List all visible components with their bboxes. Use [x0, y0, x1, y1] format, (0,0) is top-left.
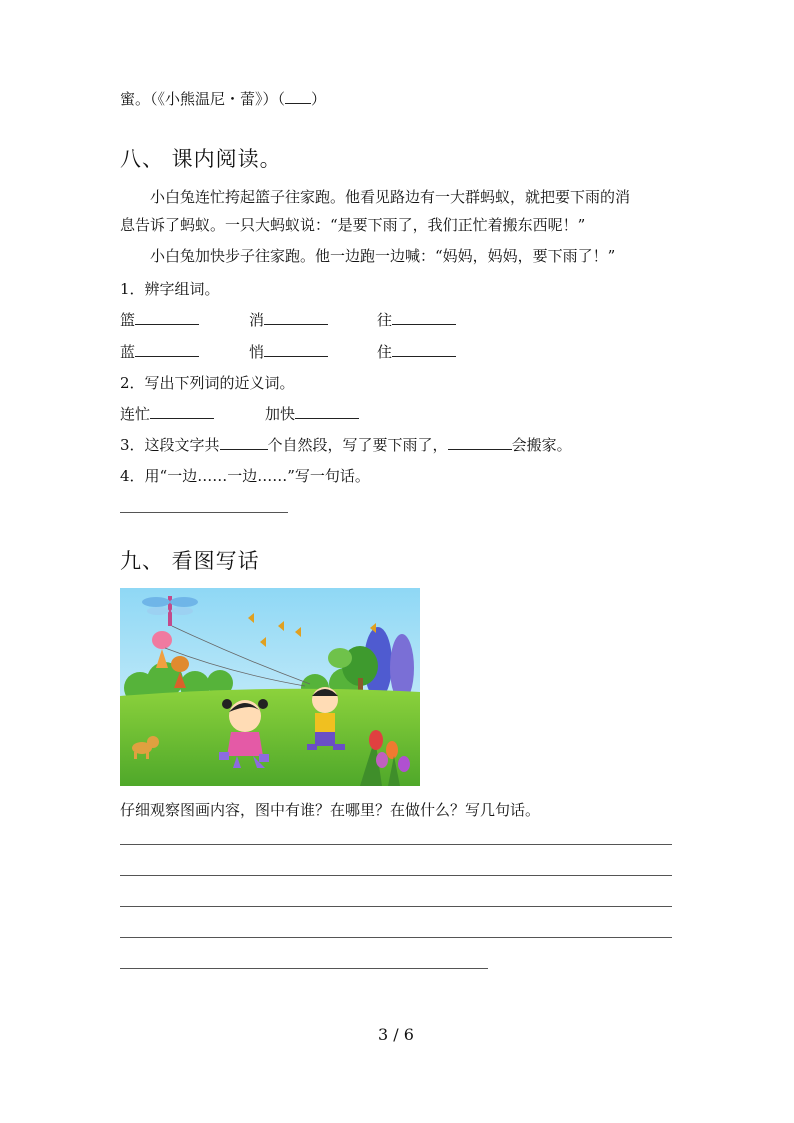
char-label: 悄	[249, 343, 265, 361]
char-label: 往	[377, 311, 393, 329]
answer-blank[interactable]	[285, 89, 311, 104]
writing-line[interactable]	[120, 906, 672, 907]
writing-line[interactable]	[120, 937, 672, 938]
page-number: 3 / 6	[378, 1025, 414, 1044]
answer-blank[interactable]	[220, 435, 268, 450]
question-3-part-2: 个自然段，写了要下雨了，	[267, 436, 448, 454]
synonym-blank[interactable]	[295, 404, 359, 419]
char-label: 篮	[120, 311, 136, 329]
word-label: 连忙	[120, 405, 151, 423]
word-item	[249, 309, 328, 330]
section-9-title: 九、 看图写话	[120, 549, 260, 573]
passage-line-1: 小白兔连忙挎起篮子往家跑。他看见路边有一大群蚂蚁，就把要下雨的消	[150, 188, 631, 206]
passage-line-2: 息告诉了蚂蚁。一只大蚂蚁说：“是要下雨了，我们正忙着搬东西呢！”	[120, 216, 586, 234]
question-1: 1．辨字组词。	[120, 280, 220, 298]
answer-blank[interactable]	[448, 435, 512, 450]
char-label: 住	[377, 343, 393, 361]
word-blank[interactable]	[135, 342, 199, 357]
word-blank[interactable]	[135, 310, 199, 325]
question-3-part-3: 会搬家。	[511, 436, 572, 454]
word-label: 加快	[265, 405, 296, 423]
top-line-text: 蜜。（《小熊温尼・蕾》）（	[120, 90, 286, 108]
question-3	[120, 434, 572, 455]
word-blank[interactable]	[392, 310, 456, 325]
word-item	[377, 341, 456, 362]
word-blank[interactable]	[264, 310, 328, 325]
word-item	[377, 309, 456, 330]
word-item	[120, 309, 199, 330]
word-blank[interactable]	[264, 342, 328, 357]
section-8-title: 八、 课内阅读。	[120, 147, 282, 171]
question-2: 2．写出下列词的近义词。	[120, 374, 295, 392]
answer-line[interactable]	[120, 512, 288, 513]
kite-flying-illustration	[120, 588, 420, 786]
word-item	[120, 403, 214, 424]
word-item	[265, 403, 359, 424]
writing-line[interactable]	[120, 968, 488, 969]
word-blank[interactable]	[392, 342, 456, 357]
top-line	[120, 88, 326, 109]
question-4: 4．用“一边……一边……”写一句话。	[120, 467, 370, 485]
top-line-close: ）	[311, 90, 327, 108]
writing-instruction: 仔细观察图画内容，图中有谁？在哪里？在做什么？写几句话。	[120, 801, 541, 819]
word-item	[120, 341, 199, 362]
writing-line[interactable]	[120, 844, 672, 845]
synonym-blank[interactable]	[150, 404, 214, 419]
writing-line[interactable]	[120, 875, 672, 876]
question-3-part-1: 3．这段文字共	[120, 436, 220, 454]
word-item	[249, 341, 328, 362]
passage-line-3: 小白兔加快步子往家跑。他一边跑一边喊：“妈妈，妈妈，要下雨了！”	[150, 247, 616, 265]
char-label: 蓝	[120, 343, 136, 361]
char-label: 消	[249, 311, 265, 329]
